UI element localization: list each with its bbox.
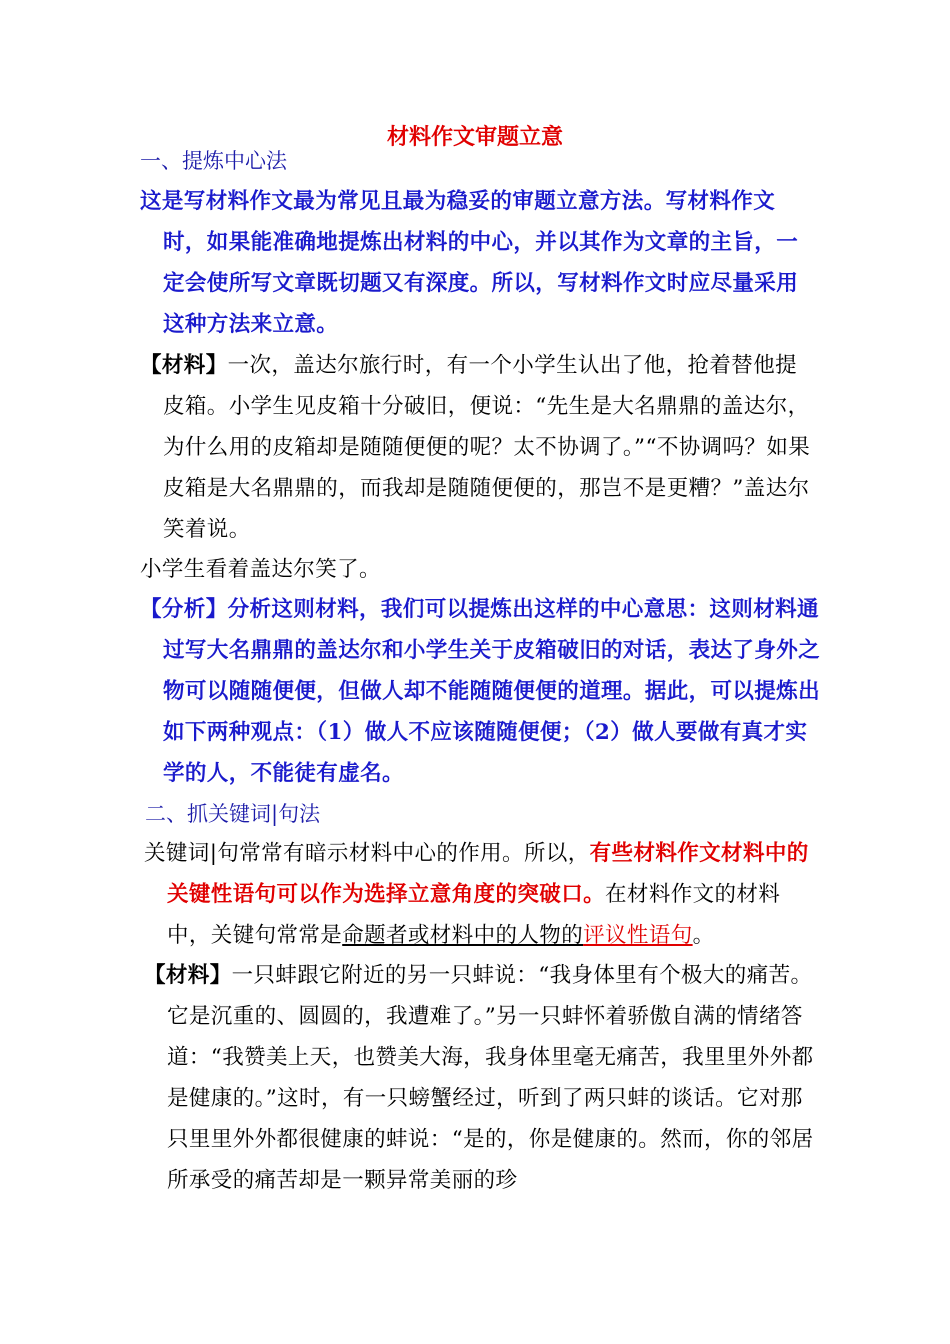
analysis-text: 分析这则材料，我们可以提炼出这样的中心意思：这则材料通过写大名鼎鼎的盖达尔和小学生关于皮箱破旧的对话，表达了身外之物可以随随便便，但做人却不能随随便便的道理。据此，可以提炼出如下两种观点：（1）做人不应该随随便便；（2）做人要做有真才实学的人，不能徒有虚名。 xyxy=(163,597,821,786)
section1-material xyxy=(140,345,813,550)
section2-intro-red-underline: 评议性语句 xyxy=(583,923,693,948)
section2-material xyxy=(144,955,817,1201)
section2-intro-end: 。 xyxy=(692,923,715,948)
section2-intro xyxy=(144,833,817,956)
material-text: 一次，盖达尔旅行时，有一个小学生认出了他，抢着替他提皮箱。小学生见皮箱十分破旧，便说：“先生是大名鼎鼎的盖达尔，为什么用的皮箱却是随随便便的呢？太不协调了。”“不协调吗？如果皮箱是大名鼎鼎的，而我却是随随便便的，那岂不是更糟？”盖达尔笑着说。 xyxy=(163,353,811,542)
section1-analysis xyxy=(140,589,823,794)
section1-intro: 这是写材料作文最为常见且最为稳妥的审题立意方法。写材料作文时，如果能准确地提炼出材料的中心，并以其作为文章的主旨，一定会使所写文章既切题又有深度。所以，写材料作文时应尽量采用这种方法来立意。 xyxy=(140,189,799,337)
section2-intro-part1: 关键词|句常常有暗示材料中心的作用。所以， xyxy=(144,841,590,866)
section1-material-end: 小学生看着盖达尔笑了。 xyxy=(140,557,381,582)
material-label: 【材料】 xyxy=(140,353,228,378)
document-title: 材料作文审题立意 xyxy=(386,124,563,150)
section2-material-text: 一只蚌跟它附近的另一只蚌说：“我身体里有个极大的痛苦。它是沉重的、圆圆的，我遭难了。”另一只蚌怀着骄傲自满的情绪答道：“我赞美上天，也赞美大海，我身体里毫无痛苦，我里里外外都是健康的。”这时，有一只螃蟹经过，听到了两只蚌的谈话。它对那只里里外外都很健康的蚌说：“是的，你是健康的。然而，你的邻居所承受的痛苦却是一颗异常美丽的珍 xyxy=(167,963,814,1193)
section2-material-label: 【材料】 xyxy=(144,963,232,988)
section2-heading: 二、抓关键词|句法 xyxy=(145,802,321,826)
analysis-label: 【分析】 xyxy=(140,597,228,622)
section2-intro-red: 有些材料作文材料中的关键性语句可以作为选择立意角度的突破口。 xyxy=(167,841,809,907)
section2-intro-part2: 在材料作文的材料中，关键句常常是 xyxy=(167,882,781,948)
section2-intro-underline: 命题者或材料中的人物的 xyxy=(342,923,584,948)
section1-heading: 一、提炼中心法 xyxy=(140,149,287,173)
